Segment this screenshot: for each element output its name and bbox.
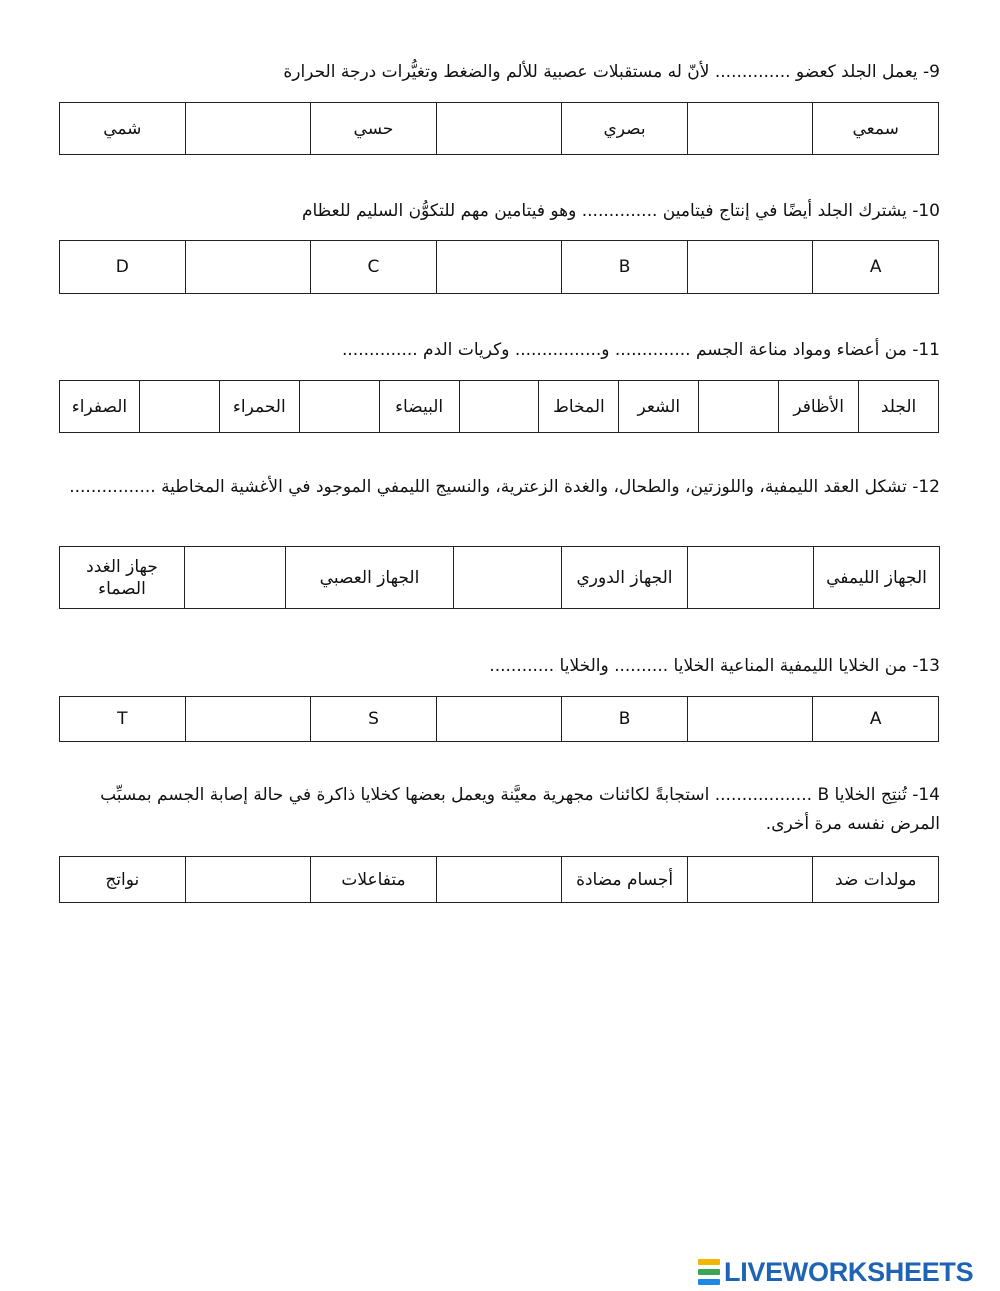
logo-text: LIVEWORKSHEETS bbox=[724, 1256, 974, 1287]
answer-box-14-2[interactable] bbox=[436, 857, 562, 903]
option-12-4[interactable]: جهاز الغدد الصماء bbox=[60, 547, 185, 609]
option-11-4[interactable]: المخاط bbox=[539, 381, 619, 433]
answer-box-12-2[interactable] bbox=[454, 547, 562, 609]
answer-box-13-2[interactable] bbox=[436, 697, 562, 742]
option-11-2[interactable]: الأظافر bbox=[779, 381, 859, 433]
option-10-4[interactable]: D bbox=[60, 241, 186, 294]
option-10-1[interactable]: A bbox=[813, 241, 939, 294]
answer-box-10-3[interactable] bbox=[185, 241, 311, 294]
question-9-text: 9- يعمل الجلد كعضو .............. لأنّ له مستقبلات عصبية للألم والضغط وتغيُّرات درجة الحرارة bbox=[283, 62, 940, 82]
question-14-options bbox=[59, 856, 939, 903]
option-11-6[interactable]: الحمراء bbox=[219, 381, 299, 433]
option-14-4[interactable]: نواتج bbox=[60, 857, 186, 903]
answer-box-11-1[interactable] bbox=[699, 381, 779, 433]
answer-box-10-2[interactable] bbox=[436, 241, 562, 294]
question-10-options bbox=[59, 240, 939, 294]
option-11-1[interactable]: الجلد bbox=[859, 381, 939, 433]
answer-box-12-3[interactable] bbox=[185, 547, 286, 609]
option-14-3[interactable]: متفاعلات bbox=[311, 857, 437, 903]
answer-box-12-1[interactable] bbox=[688, 547, 814, 609]
question-11-text: 11- من أعضاء ومواد مناعة الجسم .............. و................ وكريات الدم .............. bbox=[342, 340, 940, 360]
answer-box-9-1[interactable] bbox=[687, 103, 813, 155]
answer-box-14-1[interactable] bbox=[687, 857, 813, 903]
option-11-5[interactable]: البيضاء bbox=[379, 381, 459, 433]
answer-box-13-1[interactable] bbox=[687, 697, 813, 742]
answer-box-9-3[interactable] bbox=[185, 103, 311, 155]
option-9-1[interactable]: سمعي bbox=[813, 103, 939, 155]
option-13-2[interactable]: B bbox=[562, 697, 688, 742]
option-12-2[interactable]: الجهاز الدوري bbox=[562, 547, 688, 609]
question-12-text: 12- تشكل العقد الليمفية، واللوزتين، والطحال، والغدة الزعترية، والنسيج الليمفي الموجود في الأغشية المخاطية ................ bbox=[69, 477, 940, 497]
question-13-options bbox=[59, 696, 939, 742]
question-11-options bbox=[59, 380, 939, 433]
logo-blocks-icon bbox=[698, 1259, 720, 1285]
answer-box-14-3[interactable] bbox=[185, 857, 311, 903]
option-10-3[interactable]: C bbox=[311, 241, 437, 294]
answer-box-10-1[interactable] bbox=[687, 241, 813, 294]
answer-box-11-4[interactable] bbox=[139, 381, 219, 433]
answer-box-13-3[interactable] bbox=[185, 697, 311, 742]
option-9-3[interactable]: حسي bbox=[311, 103, 437, 155]
question-12-options bbox=[59, 546, 940, 609]
option-13-1[interactable]: A bbox=[813, 697, 939, 742]
question-13-text: 13- من الخلايا الليمفية المناعية الخلايا .......... والخلايا ............ bbox=[489, 656, 940, 676]
option-12-3[interactable]: الجهاز العصبي bbox=[286, 547, 454, 609]
answer-box-11-3[interactable] bbox=[299, 381, 379, 433]
option-9-2[interactable]: بصري bbox=[562, 103, 688, 155]
liveworksheets-logo bbox=[698, 1257, 998, 1287]
question-9-options bbox=[59, 102, 939, 155]
answer-box-9-2[interactable] bbox=[436, 103, 562, 155]
option-12-1[interactable]: الجهاز الليمفي bbox=[814, 547, 940, 609]
option-13-3[interactable]: S bbox=[311, 697, 437, 742]
option-13-4[interactable]: T bbox=[60, 697, 186, 742]
option-10-2[interactable]: B bbox=[562, 241, 688, 294]
question-10-text: 10- يشترك الجلد أيضًا في إنتاج فيتامين .............. وهو فيتامين مهم للتكوُّن السليم للعظام bbox=[301, 201, 940, 221]
question-14-text: 14- تُنتِج الخلايا B .................. استجابةً لكائنات مجهرية معيَّنة ويعمل بعضها كخلايا ذاكرة في حالة إصابة الجسم بمسبِّب المرض نفسه مرة أخرى. bbox=[100, 785, 940, 834]
option-11-7[interactable]: الصفراء bbox=[60, 381, 140, 433]
option-14-1[interactable]: مولدات ضد bbox=[813, 857, 939, 903]
option-9-4[interactable]: شمي bbox=[60, 103, 186, 155]
answer-box-11-2[interactable] bbox=[459, 381, 539, 433]
option-14-2[interactable]: أجسام مضادة bbox=[562, 857, 688, 903]
option-11-3[interactable]: الشعر bbox=[619, 381, 699, 433]
